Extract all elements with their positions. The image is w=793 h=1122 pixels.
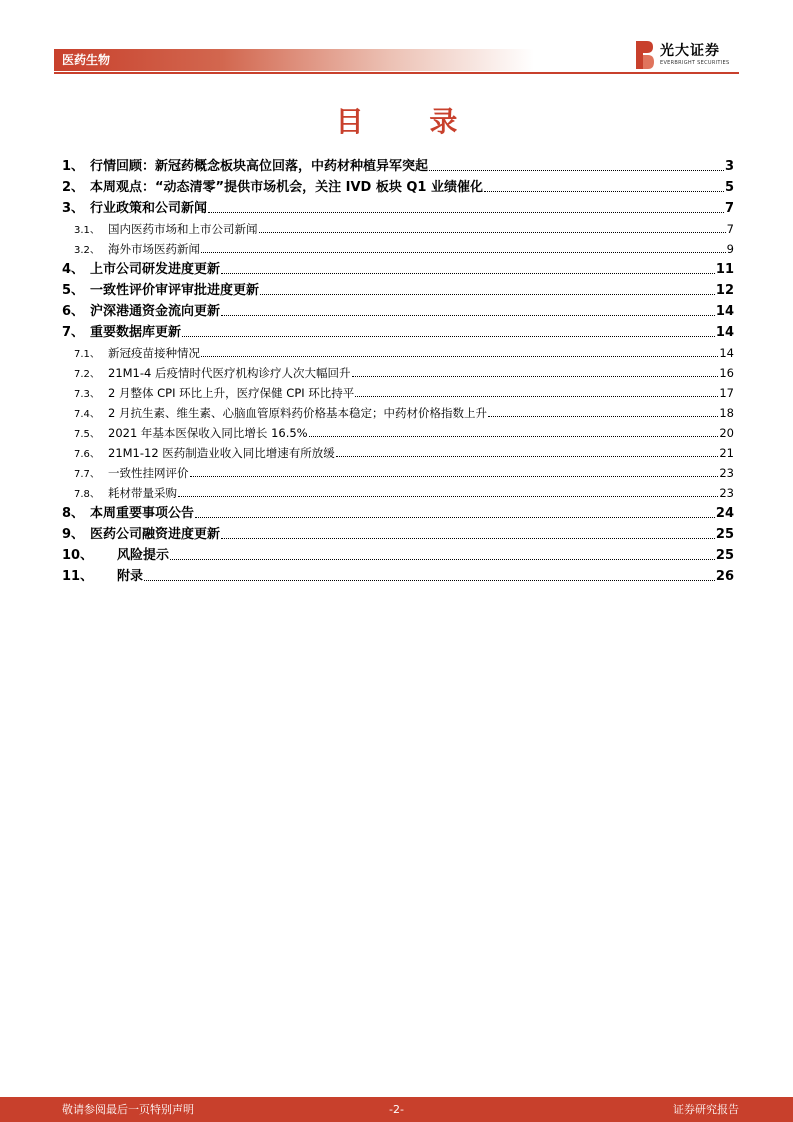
toc-entry-page: 9 <box>726 242 734 256</box>
toc-dot-leader <box>488 415 718 417</box>
toc-entry-page: 24 <box>715 506 734 521</box>
toc-entry[interactable] <box>62 483 734 503</box>
toc-entry[interactable] <box>62 301 734 322</box>
toc-entry-page: 25 <box>715 548 734 563</box>
toc-entry-number: 9、 <box>62 527 85 542</box>
toc-entry-number: 8、 <box>62 506 85 521</box>
toc-entry[interactable] <box>62 403 734 423</box>
logo-name-en: EVERBRIGHT SECURITIES <box>660 60 730 66</box>
toc-entry-page: 14 <box>715 304 734 319</box>
toc-entry-title: 本周观点：“动态清零”提供市场机会，关注 IVD 板块 Q1 业绩催化 <box>90 180 483 195</box>
toc-entry-number: 3、 <box>62 201 85 216</box>
toc-entry-number: 7.4、 <box>74 409 100 420</box>
toc-entry[interactable] <box>62 219 734 239</box>
footer-report-type: 证券研究报告 <box>673 1103 739 1116</box>
toc-entry[interactable] <box>62 545 734 566</box>
toc-entry-title: 上市公司研发进度更新 <box>90 262 221 277</box>
toc-entry-page: 7 <box>724 201 734 216</box>
toc-entry-number: 5、 <box>62 283 85 298</box>
toc-entry[interactable] <box>62 566 734 587</box>
toc-entry-number: 10、 <box>62 548 94 563</box>
toc-dot-leader <box>309 435 719 437</box>
toc-entry-number: 11、 <box>62 569 94 584</box>
toc-dot-leader <box>170 558 715 560</box>
toc-entry-page: 16 <box>719 366 734 380</box>
toc-entry[interactable] <box>62 503 734 524</box>
toc-entry-page: 23 <box>719 466 734 480</box>
toc-entry-number: 7.8、 <box>74 489 100 500</box>
header-divider <box>54 72 739 74</box>
toc-entry-title: 2 月整体 CPI 环比上升，医疗保健 CPI 环比持平 <box>108 386 355 400</box>
toc-entry-title: 21M1-12 医药制造业收入同比增速有所放缓 <box>108 446 335 460</box>
toc-entry-number: 7.5、 <box>74 429 100 440</box>
toc-entry[interactable] <box>62 322 734 343</box>
toc-entry-title: 重要数据库更新 <box>90 325 182 340</box>
toc-entry-page: 23 <box>719 486 734 500</box>
toc-entry-number: 7.7、 <box>74 469 100 480</box>
toc-entry[interactable] <box>62 177 734 198</box>
toc-entry[interactable] <box>62 524 734 545</box>
toc-entry-title: 沪深港通资金流向更新 <box>90 304 221 319</box>
toc-entry-page: 26 <box>715 569 734 584</box>
toc-dot-leader <box>195 516 715 518</box>
toc-entry-title: 一致性评价审评审批进度更新 <box>90 283 260 298</box>
toc-entry[interactable] <box>62 463 734 483</box>
toc-dot-leader <box>336 455 719 457</box>
toc-entry[interactable] <box>62 239 734 259</box>
toc-entry-title: 风险提示 <box>117 548 170 563</box>
toc-entry-number: 3.2、 <box>74 245 100 256</box>
toc-entry-page: 18 <box>719 406 734 420</box>
toc-entry-title: 国内医药市场和上市公司新闻 <box>108 222 258 236</box>
toc-dot-leader <box>221 272 715 274</box>
toc-dot-leader <box>201 251 726 253</box>
section-label: 医药生物 <box>62 53 111 67</box>
toc-dot-leader <box>190 475 719 477</box>
toc-dot-leader <box>182 335 715 337</box>
toc-entry-page: 17 <box>719 386 734 400</box>
toc-entry[interactable] <box>62 280 734 301</box>
table-of-contents <box>62 156 734 587</box>
toc-entry-number: 1、 <box>62 159 85 174</box>
toc-entry-page: 14 <box>715 325 734 340</box>
toc-dot-leader <box>260 293 715 295</box>
logo-name-cn: 光大证券 <box>660 43 720 59</box>
toc-entry-number: 7、 <box>62 325 85 340</box>
toc-entry[interactable] <box>62 156 734 177</box>
toc-entry-title: 本周重要事项公告 <box>90 506 195 521</box>
toc-dot-leader <box>208 211 724 213</box>
toc-entry-title: 行业政策和公司新闻 <box>90 201 208 216</box>
toc-dot-leader <box>221 537 715 539</box>
toc-entry-page: 25 <box>715 527 734 542</box>
toc-entry-title: 行情回顾：新冠药概念板块高位回落，中药材种植异军突起 <box>90 159 429 174</box>
toc-entry-title: 2 月抗生素、维生素、心脑血管原料药价格基本稳定；中药材价格指数上升 <box>108 406 487 420</box>
toc-entry-page: 3 <box>724 159 734 174</box>
toc-entry-title: 海外市场医药新闻 <box>108 242 200 256</box>
toc-entry-page: 14 <box>719 346 734 360</box>
toc-entry[interactable] <box>62 443 734 463</box>
toc-entry-number: 7.1、 <box>74 349 100 360</box>
toc-entry-number: 4、 <box>62 262 85 277</box>
toc-entry-number: 7.6、 <box>74 449 100 460</box>
toc-entry-page: 21 <box>719 446 734 460</box>
company-logo <box>634 40 740 70</box>
toc-entry[interactable] <box>62 343 734 363</box>
toc-entry-title: 附录 <box>117 569 144 584</box>
toc-entry-page: 7 <box>726 222 734 236</box>
toc-entry-title: 医药公司融资进度更新 <box>90 527 221 542</box>
toc-entry-page: 20 <box>719 426 734 440</box>
toc-entry-page: 12 <box>715 283 734 298</box>
toc-entry-number: 2、 <box>62 180 85 195</box>
toc-dot-leader <box>259 231 726 233</box>
toc-dot-leader <box>429 169 724 171</box>
toc-entry[interactable] <box>62 363 734 383</box>
toc-dot-leader <box>221 314 715 316</box>
toc-entry-title: 耗材带量采购 <box>108 486 177 500</box>
toc-dot-leader <box>144 579 715 581</box>
toc-entry-number: 7.3、 <box>74 389 100 400</box>
toc-dot-leader <box>355 395 718 397</box>
toc-dot-leader <box>201 355 718 357</box>
page-title: 目 录 <box>335 105 486 138</box>
page-number: -2- <box>389 1103 404 1116</box>
header-section-band <box>54 49 534 71</box>
toc-entry-title: 一致性挂网评价 <box>108 466 189 480</box>
toc-entry-number: 3.1、 <box>74 225 100 236</box>
everbright-logo-icon <box>634 40 654 70</box>
toc-entry-title: 21M1-4 后疫情时代医疗机构诊疗人次大幅回升 <box>108 366 351 380</box>
footer-band <box>0 1097 793 1122</box>
toc-dot-leader <box>352 375 719 377</box>
toc-entry-number: 6、 <box>62 304 85 319</box>
toc-entry[interactable] <box>62 198 734 219</box>
toc-entry-title: 新冠疫苗接种情况 <box>108 346 200 360</box>
toc-entry[interactable] <box>62 383 734 403</box>
toc-entry[interactable] <box>62 423 734 443</box>
toc-entry[interactable] <box>62 259 734 280</box>
footer-disclaimer: 敬请参阅最后一页特别声明 <box>62 1103 194 1116</box>
toc-entry-number: 7.2、 <box>74 369 100 380</box>
toc-dot-leader <box>178 495 718 497</box>
toc-entry-title: 2021 年基本医保收入同比增长 16.5% <box>108 426 308 440</box>
toc-entry-page: 5 <box>724 180 734 195</box>
toc-entry-page: 11 <box>715 262 734 277</box>
toc-dot-leader <box>484 190 724 192</box>
